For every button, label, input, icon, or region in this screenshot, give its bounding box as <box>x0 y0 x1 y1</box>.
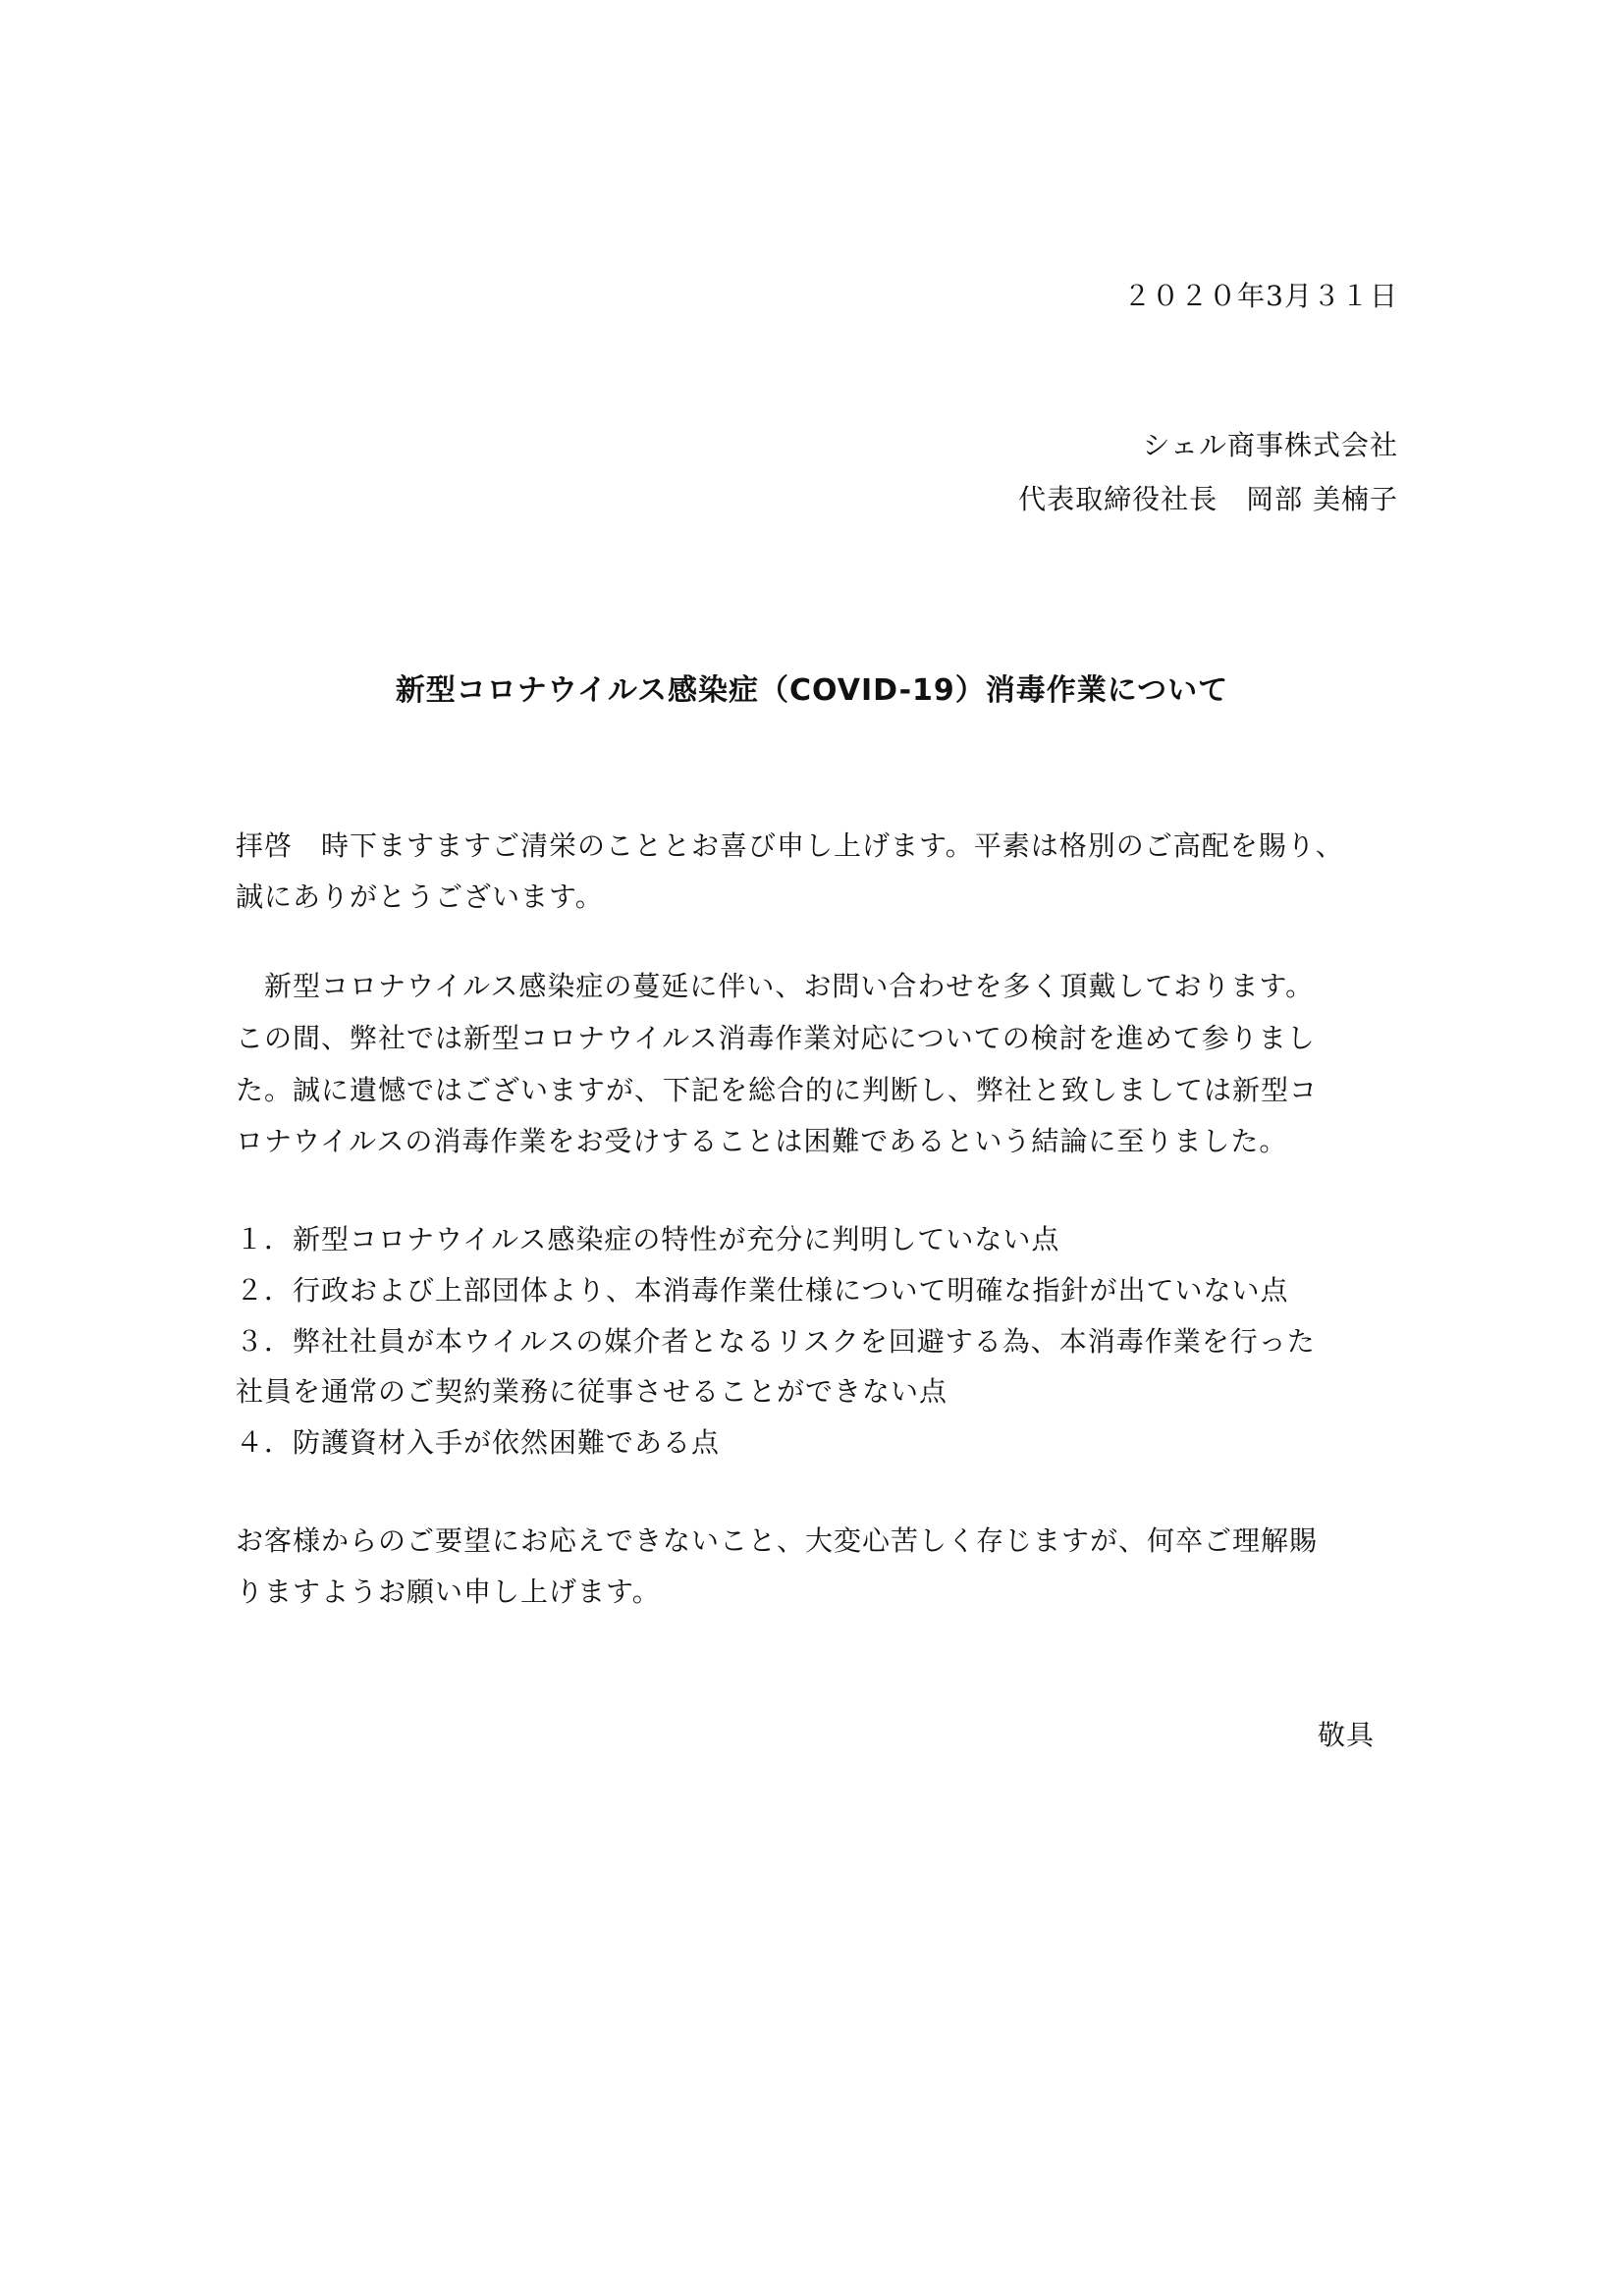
list-item: ４．防護資材入手が依然困難である点 <box>236 1426 721 1459</box>
body-line: 新型コロナウイルス感染症の蔓延に伴い、お問い合わせを多く頂戴しております。 <box>236 970 1315 1002</box>
closing-line: りますようお願い申し上げます。 <box>236 1575 661 1608</box>
sender-company: シェル商事株式会社 <box>1142 429 1398 461</box>
body-line: この間、弊社では新型コロナウイルス消毒作業対応についての検討を進めて参りまし <box>236 1022 1316 1054</box>
letter-title: 新型コロナウイルス感染症（COVID-19）消毒作業について <box>395 673 1229 708</box>
closing-line: お客様からのご要望にお応えできないこと、大変心苦しく存じますが、何卒ご理解賜 <box>236 1524 1319 1557</box>
list-item: 社員を通常のご契約業務に従事させることができない点 <box>236 1375 948 1408</box>
body-line: た。誠に遺憾ではございますが、下記を総合的に判断し、弊社と致しましては新型コ <box>236 1074 1319 1106</box>
body-line: ロナウイルスの消毒作業をお受けすることは困難であるという結論に至りました。 <box>236 1125 1288 1157</box>
list-item: ３．弊社社員が本ウイルスの媒介者となるリスクを回避する為、本消毒作業を行った <box>236 1325 1316 1358</box>
greeting-line: 拝啓 時下ますますご清栄のこととお喜び申し上げます。平素は格別のご高配を賜り、 <box>236 829 1344 862</box>
letter-date: ２０２０年3月３１日 <box>1123 280 1398 312</box>
sender-representative: 代表取締役社長 岡部 美楠子 <box>1018 483 1398 515</box>
greeting-line: 誠にありがとうございます。 <box>236 881 604 913</box>
list-item: １．新型コロナウイルス感染症の特性が充分に判明していない点 <box>236 1223 1060 1255</box>
sign-off: 敬具 <box>1317 1719 1375 1751</box>
list-item: ２．行政および上部団体より、本消毒作業仕様について明確な指針が出ていない点 <box>236 1274 1289 1307</box>
